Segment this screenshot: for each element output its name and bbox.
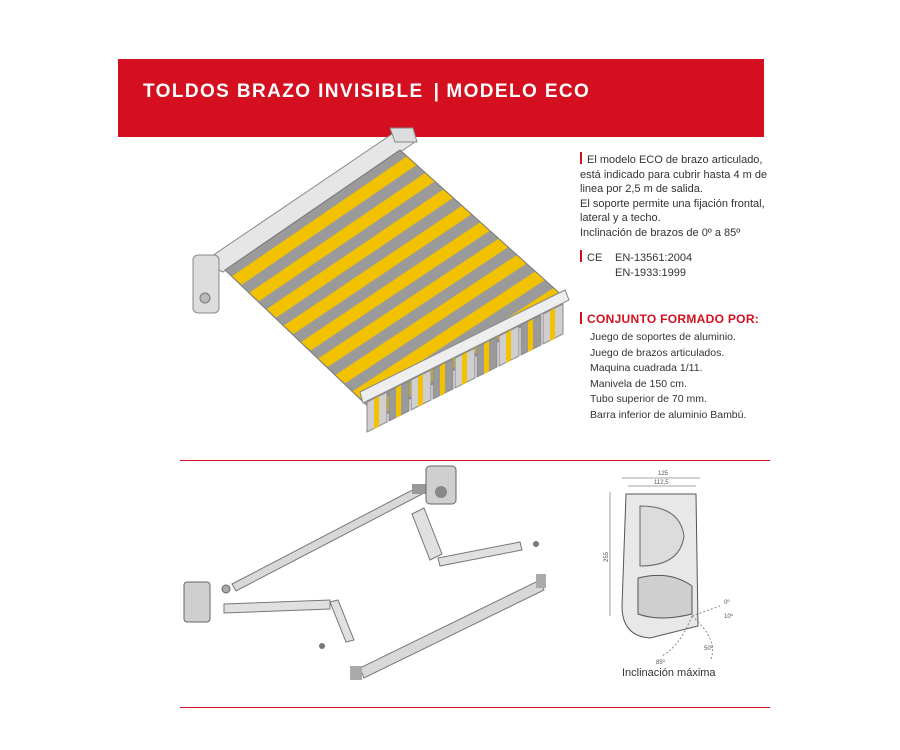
dim-label: 125 <box>658 471 669 477</box>
set-list <box>590 330 746 423</box>
dim-label: 85º <box>656 660 665 666</box>
valance-stripe <box>462 352 467 385</box>
dim-label: 10º <box>724 614 733 620</box>
valance-stripe <box>506 330 511 363</box>
dim-label: 0º <box>724 600 730 606</box>
page-title <box>143 81 590 103</box>
divider <box>180 707 770 708</box>
description-line: lateral y a techo. <box>580 212 661 224</box>
list-item: Tubo superior de 70 mm. <box>590 393 707 405</box>
description-line: linea por 2,5 m de salida. <box>580 183 703 195</box>
norm-item: EN-13561:2004 <box>615 252 693 264</box>
set-heading: CONJUNTO FORMADO POR: <box>580 312 759 326</box>
list-item: Manivela de 150 cm. <box>590 377 687 390</box>
norm-item: EN-1933:1999 <box>615 266 686 279</box>
description-line: Inclinación de brazos de 0º a 85º <box>580 226 741 239</box>
description <box>580 152 770 240</box>
profile-diagram <box>600 466 770 666</box>
valance-stripe <box>528 319 533 352</box>
awning-illustration <box>185 120 570 440</box>
description-line: está indicado para cubrir hasta 4 m de <box>580 168 768 181</box>
norms <box>580 250 692 280</box>
description-line: El modelo ECO de brazo articulado, <box>580 152 770 168</box>
valance-stripe <box>484 341 489 374</box>
valance-stripe <box>374 396 379 429</box>
parts-illustration <box>180 462 570 687</box>
divider <box>180 460 770 461</box>
dim-label: 255 <box>604 551 610 562</box>
list-item: Juego de soportes de aluminio. <box>590 331 736 343</box>
valance-stripe <box>418 374 423 407</box>
valance-stripe <box>396 385 401 418</box>
description-line: El soporte permite una fijación frontal, <box>580 197 765 210</box>
title-separator: | <box>433 81 441 102</box>
red-marker <box>580 152 582 164</box>
diagram-caption: Inclinación máxima <box>622 667 716 679</box>
red-marker <box>580 250 582 262</box>
dim-label: 112,5 <box>654 480 669 486</box>
title-right: MODELO ECO <box>446 81 591 102</box>
valance-stripe <box>440 363 445 396</box>
list-item: Maquina cuadrada 1/11. <box>590 362 703 374</box>
red-marker <box>580 312 582 324</box>
list-item: Barra inferior de aluminio Bambú. <box>590 408 747 421</box>
ce-mark: CE <box>587 252 603 264</box>
dim-label: 50º <box>704 646 713 652</box>
valance-stripe <box>550 308 555 341</box>
list-item: Juego de brazos articulados. <box>590 346 725 359</box>
title-left: TOLDOS BRAZO INVISIBLE <box>143 81 424 102</box>
